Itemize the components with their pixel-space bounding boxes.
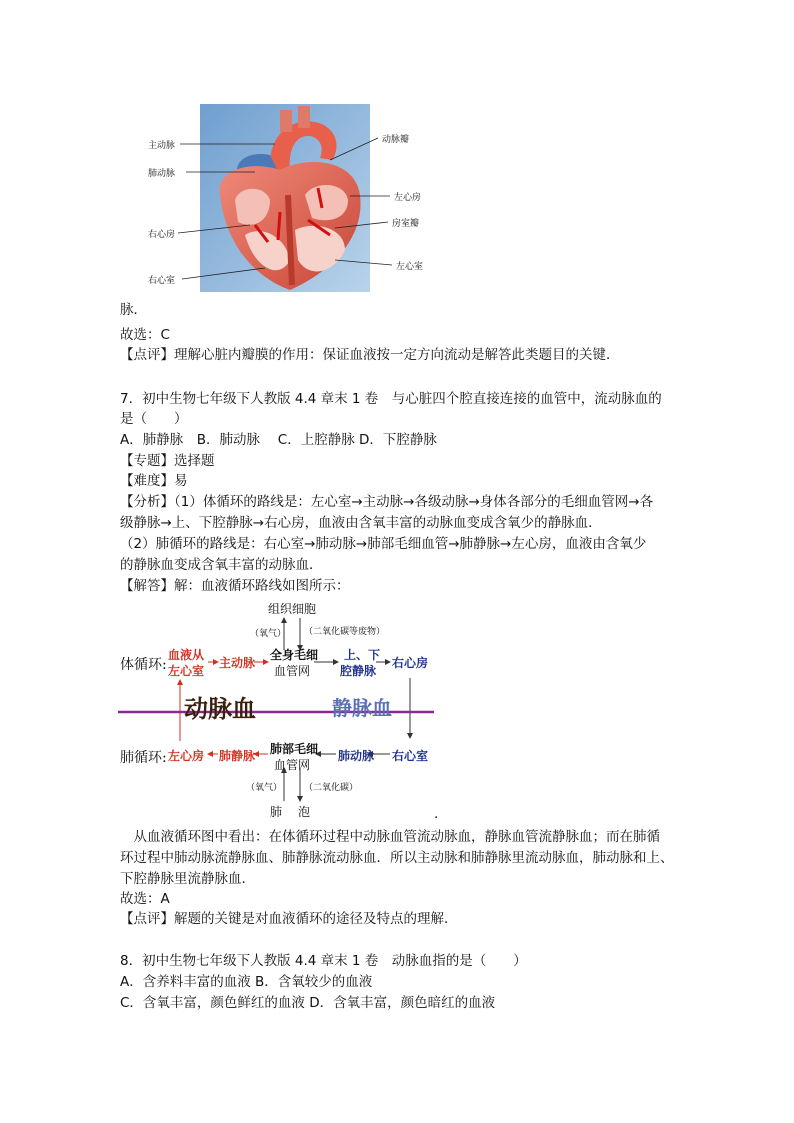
- diag-oxygen-bottom: （氧气）: [246, 783, 283, 793]
- q7-options: A．肺静脉 B．肺动脉 C．上腔静脉 D．下腔静脉: [120, 432, 437, 448]
- q8-options-1: A．含养料丰富的血液 B．含氧较少的血液: [120, 974, 373, 990]
- q7-title-cont: 是（ ）: [120, 411, 188, 427]
- label-av-valve: 房室瓣: [392, 219, 420, 229]
- q6-comment: [120, 345, 620, 365]
- difficulty-tag: 【难度】: [120, 473, 174, 489]
- diag-left-atrium: 左心房: [168, 749, 205, 763]
- diag-vena-cava-1: 上、下: [344, 648, 381, 662]
- diag-oxygen-top: （氧气）: [250, 629, 287, 639]
- label-left-atrium: 左心房: [394, 193, 422, 203]
- analysis-text: （1）体循环的路线是：左心室→主动脉→各级动脉→身体各部分的毛细血管网→各: [174, 494, 654, 510]
- diag-co2-waste: （二氧化碳等废物）: [304, 627, 386, 637]
- q8-options-2: C．含氧丰富，颜色鲜红的血液 D．含氧丰富，颜色暗红的血液: [120, 995, 496, 1011]
- diag-co2: （二氧化碳）: [304, 783, 359, 793]
- q7-analysis-1b: 级静脉→上、下腔静脉→右心房，血液由含氧丰富的动脉血变成含氧少的静脉血．: [120, 515, 602, 531]
- label-right-atrium: 右心房: [148, 230, 176, 240]
- q6-tail: 脉．: [120, 302, 147, 318]
- diagram-end-mark: .: [434, 806, 439, 822]
- diag-pulmonary-artery: 肺动脉: [338, 749, 375, 763]
- label-right-ventricle: 右心室: [148, 276, 176, 286]
- label-pulmonary-artery: 肺动脉: [148, 169, 176, 179]
- label-left-ventricle: 左心室: [396, 262, 424, 272]
- q7-difficulty: [120, 471, 188, 491]
- diag-right-atrium: 右心房: [392, 656, 429, 670]
- diag-pulmonary-vein: 肺静脉: [219, 749, 256, 763]
- q7-solution: [120, 576, 350, 596]
- solution-tag: 【解答】: [120, 578, 174, 594]
- q7-comment: [120, 909, 458, 929]
- comment-text: 理解心脏内瓣膜的作用：保证血液按一定方向流动是解答此类题目的关键．: [174, 347, 620, 363]
- q7-conclusion-3: 下腔静脉里流静脉血．: [120, 871, 255, 887]
- diag-alveoli-2: 泡: [298, 805, 311, 819]
- analysis-tag: 【分析】: [120, 494, 174, 510]
- diag-lung-cap-2: 血管网: [274, 758, 311, 772]
- comment-tag: 【点评】: [120, 911, 174, 927]
- diag-systemic-label: 体循环:: [120, 657, 167, 673]
- diag-blood-from: 血液从: [168, 648, 205, 662]
- diag-arterial-blood: 动脉血: [184, 694, 256, 723]
- circulation-diagram: [118, 596, 438, 821]
- diag-body-cap-1: 全身毛细: [270, 648, 319, 662]
- heart-figure: [120, 100, 440, 295]
- q6-answer: 故选：C: [120, 327, 170, 343]
- diag-lung-cap-1: 肺部毛细: [270, 742, 319, 756]
- topic-tag: 【专题】: [120, 453, 174, 469]
- q7-title: 7．初中生物七年级下人教版 4.4 章末 1 卷 与心脏四个腔直接连接的血管中，流动脉血的: [120, 391, 662, 407]
- solution-intro: 解：血液循环路线如图所示：: [174, 578, 350, 594]
- diag-venous-blood: 静脉血: [332, 696, 392, 720]
- diag-tissue-cells: 组织细胞: [268, 602, 317, 616]
- comment-tag: 【点评】: [120, 347, 174, 363]
- q8-title: 8．初中生物七年级下人教版 4.4 章末 1 卷 动脉血指的是（ ）: [120, 953, 527, 969]
- diag-vena-cava-2: 腔静脉: [340, 664, 377, 678]
- diag-aorta: 主动脉: [219, 656, 256, 670]
- label-aorta: 主动脉: [148, 141, 176, 151]
- heart-illustration: [120, 100, 440, 295]
- diag-left-ventricle: 左心室: [168, 664, 205, 678]
- diag-right-ventricle: 右心室: [392, 749, 429, 763]
- diag-body-cap-2: 血管网: [274, 664, 311, 678]
- q7-topic: [120, 451, 215, 471]
- topic-text: 选择题: [174, 453, 215, 469]
- difficulty-text: 易: [174, 473, 188, 489]
- q7-analysis-1a: [120, 492, 653, 512]
- q7-analysis-2a: （2）肺循环的路线是：右心室→肺动脉→肺部毛细血管→肺静脉→左心房，血液由含氧少: [120, 536, 647, 552]
- comment-text: 解题的关键是对血液循环的途径及特点的理解．: [174, 911, 458, 927]
- q7-analysis-2b: 的静脉血变成含氧丰富的动脉血．: [120, 557, 323, 573]
- label-arterial-valve: 动脉瓣: [382, 135, 410, 145]
- q7-conclusion-2: 环过程中肺动脉流静脉血、肺静脉流动脉血．所以主动脉和肺静脉里流动脉血，肺动脉和上、: [120, 850, 674, 866]
- q7-conclusion-1: 从血液循环图中看出：在体循环过程中动脉血管流动脉血，静脉血管流静脉血；而在肺循: [120, 829, 660, 845]
- q7-answer: 故选：A: [120, 891, 170, 907]
- diag-pulmonary-label: 肺循环:: [120, 750, 167, 766]
- diag-alveoli-1: 肺: [270, 805, 283, 819]
